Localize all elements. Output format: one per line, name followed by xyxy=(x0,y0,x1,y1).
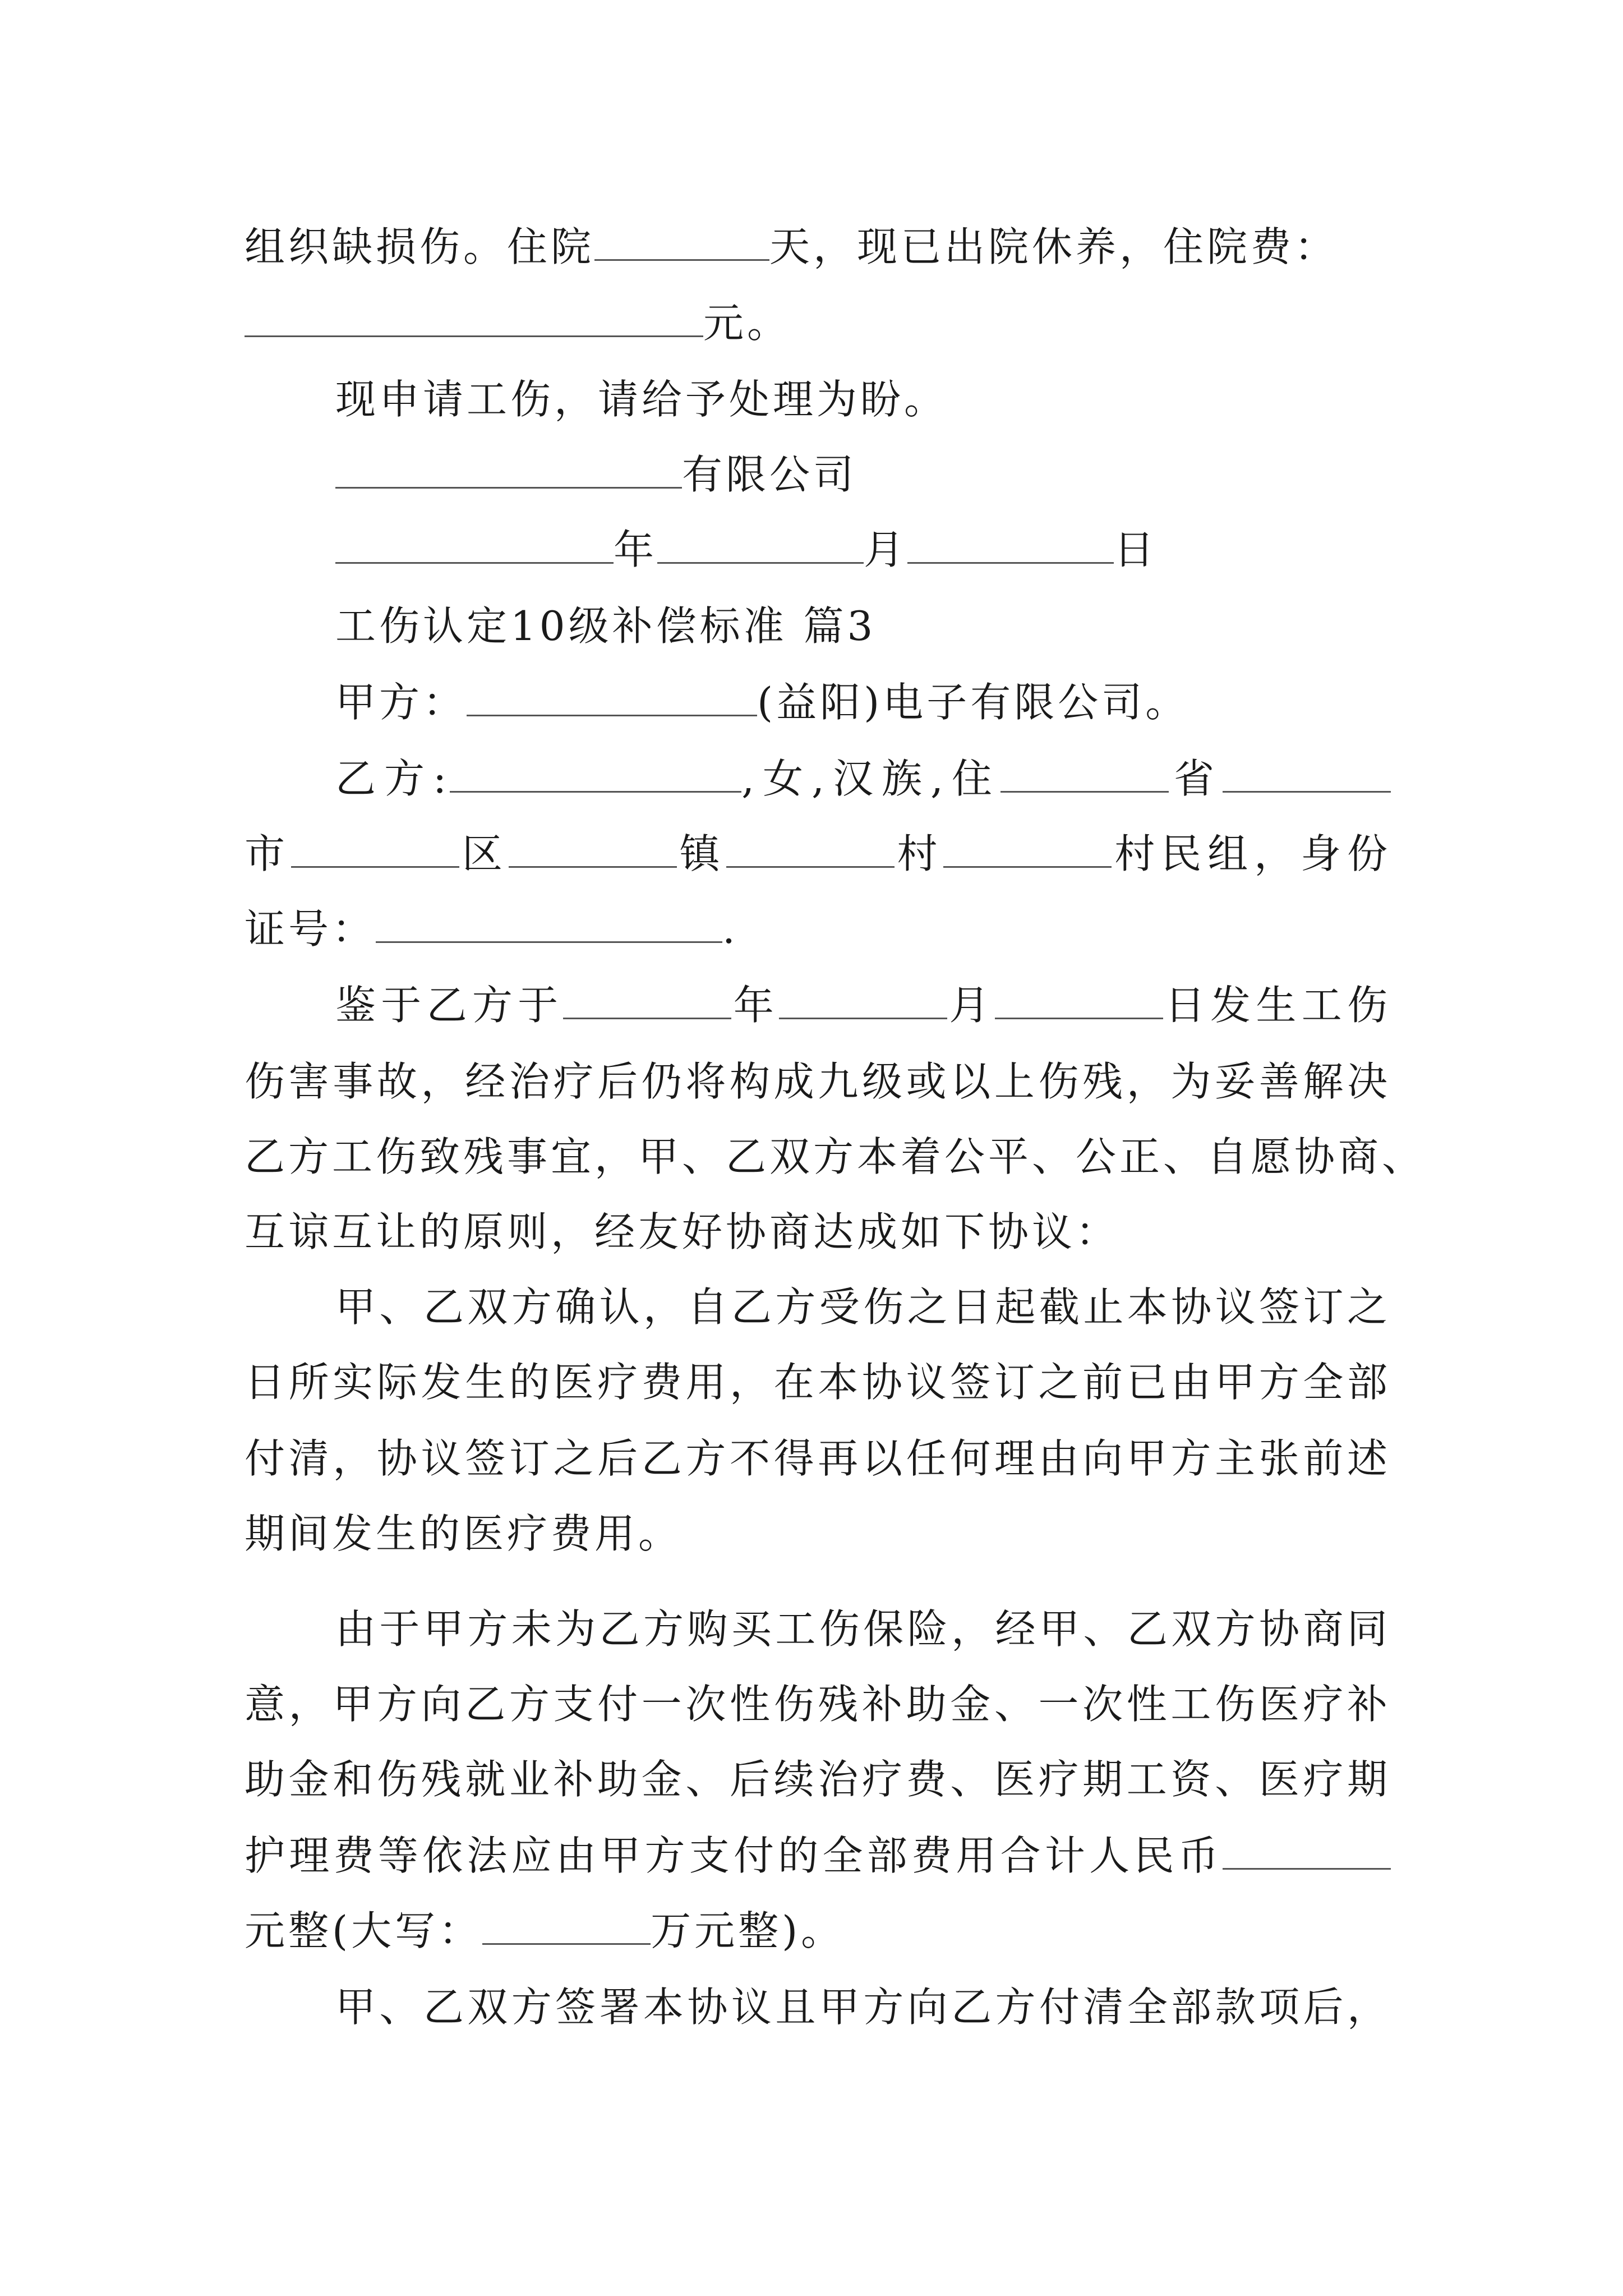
paragraph-line xyxy=(245,1829,1391,1883)
text: 镇 xyxy=(676,830,726,877)
text: 万元整)。 xyxy=(651,1907,845,1954)
fill-blank xyxy=(726,831,895,868)
text: 月 xyxy=(947,982,995,1029)
text: ,女,汉族,住 xyxy=(741,755,1000,802)
text: 有限公司 xyxy=(682,451,857,498)
fill-blank xyxy=(594,224,769,261)
fill-blank xyxy=(245,301,703,337)
paragraph-line xyxy=(245,1904,845,1958)
fill-blank xyxy=(1223,756,1391,793)
text: . xyxy=(722,905,739,953)
fill-blank xyxy=(509,831,677,868)
paragraph-line xyxy=(245,296,791,350)
fill-blank xyxy=(907,527,1114,564)
fill-blank xyxy=(995,983,1163,1019)
company-signature-line xyxy=(335,448,857,501)
text: 天，现已出院休养，住院费： xyxy=(769,223,1339,270)
text: 鉴于乙方于 xyxy=(335,982,564,1029)
fill-blank xyxy=(335,452,682,489)
address-line xyxy=(245,827,1391,881)
fill-blank xyxy=(563,983,731,1019)
paragraph-line: 现申请工伤，请给予处理为盼。 xyxy=(335,376,948,423)
text: 日发生工伤 xyxy=(1163,982,1391,1029)
fill-blank xyxy=(657,527,864,564)
paragraph-line: 由于甲方未为乙方购买工伤保险，经甲、乙双方协商同 xyxy=(335,1605,1391,1653)
paragraph-line xyxy=(245,220,1338,274)
fill-blank xyxy=(450,756,741,793)
text: 省 xyxy=(1168,755,1223,802)
fill-blank xyxy=(376,907,722,943)
paragraph-line: 伤害事故，经治疗后仍将构成九级或以上伤残，为妥善解决 xyxy=(245,1058,1391,1105)
fill-blank xyxy=(291,831,459,868)
text: 日 xyxy=(1114,526,1158,573)
fill-blank xyxy=(335,527,614,564)
fill-blank xyxy=(779,983,947,1019)
text: 甲方： xyxy=(335,679,467,726)
text: 组织缺损伤。住院 xyxy=(245,223,595,270)
fill-blank xyxy=(467,680,757,716)
paragraph-line: 甲、乙双方确认，自乙方受伤之日起截止本协议签订之 xyxy=(335,1283,1391,1331)
text: 年 xyxy=(731,982,779,1029)
section-heading: 工伤认定10级补偿标准 篇3 xyxy=(335,602,877,650)
fill-blank xyxy=(1223,1833,1391,1870)
fill-blank xyxy=(482,1908,651,1945)
paragraph-line: 甲、乙双方签署本协议且甲方向乙方付清全部款项后， xyxy=(335,1984,1391,2031)
text: 月 xyxy=(864,526,908,573)
idcard-line xyxy=(245,902,739,956)
paragraph-line xyxy=(335,978,1391,1032)
text: 村民组，身份 xyxy=(1112,830,1391,877)
paragraph-line: 意，甲方向乙方支付一次性伤残补助金、一次性工伤医疗补 xyxy=(245,1681,1391,1728)
paragraph-line: 付清，协议签订之后乙方不得再以任何理由向甲方主张前述 xyxy=(245,1435,1391,1482)
text: 乙方: xyxy=(335,755,450,802)
paragraph-line: 期间发生的医疗费用。 xyxy=(245,1510,683,1557)
text: 区 xyxy=(459,830,509,877)
text: 元整(大写： xyxy=(245,1907,483,1954)
date-line xyxy=(335,523,1158,577)
text: 市 xyxy=(245,830,291,877)
party-a-line xyxy=(335,675,1189,729)
fill-blank xyxy=(1000,756,1169,793)
paragraph-line: 乙方工伤致残事宜，甲、乙双方本着公平、公正、自愿协商、 xyxy=(245,1133,1426,1180)
text: 元。 xyxy=(703,300,791,347)
text: 护理费等依法应由甲方支付的全部费用合计人民币 xyxy=(245,1832,1223,1879)
paragraph-line: 互谅互让的原则，经友好协商达成如下协议： xyxy=(245,1208,1120,1255)
text: (益阳)电子有限公司。 xyxy=(757,679,1189,726)
text: 证号： xyxy=(245,905,376,953)
text: 年 xyxy=(614,526,658,573)
text: 村 xyxy=(894,830,944,877)
fill-blank xyxy=(943,831,1112,868)
paragraph-line: 日所实际发生的医疗费用，在本协议签订之前已由甲方全部 xyxy=(245,1359,1391,1406)
paragraph-line: 助金和伤残就业补助金、后续治疗费、医疗期工资、医疗期 xyxy=(245,1756,1391,1803)
party-b-line xyxy=(335,752,1391,806)
